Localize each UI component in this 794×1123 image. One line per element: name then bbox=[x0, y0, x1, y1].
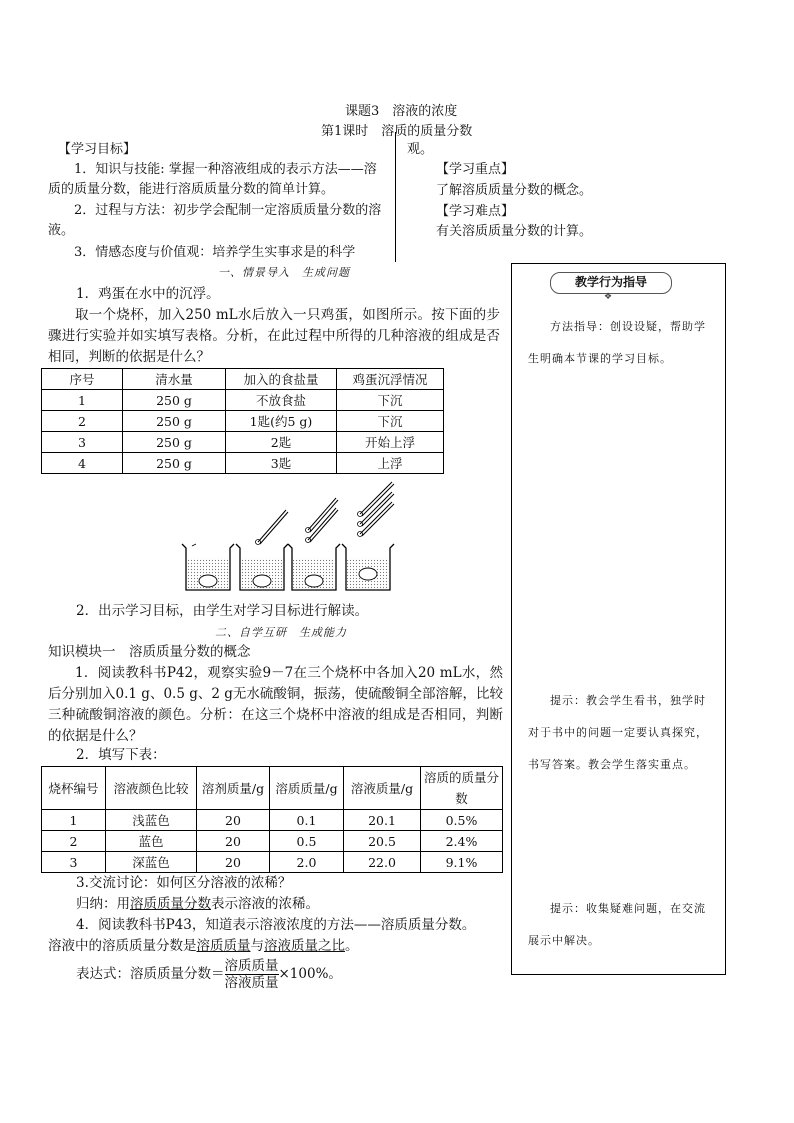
table-cell: 1 bbox=[42, 390, 123, 411]
table1-header: 清水量 bbox=[123, 369, 226, 390]
table2-header: 溶液颜色比较 bbox=[106, 767, 197, 810]
table-cell: 20 bbox=[197, 810, 270, 831]
table1-header: 序号 bbox=[42, 369, 123, 390]
section-1-desc: 取一个烧杯，加入250 mL水后放入一只鸡蛋，如图所示。按下面的步骤进行实验并如实填写表格。分析，在此过程中所得的几种溶液的组成是否相同，判断的依据是什么？ bbox=[48, 307, 500, 365]
beaker-1 bbox=[182, 544, 234, 590]
table-cell: 20.5 bbox=[344, 831, 421, 852]
key-points-text: 了解溶质质量分数的概念。 bbox=[436, 183, 593, 198]
difficulties-text: 有关溶质质量分数的计算。 bbox=[436, 224, 593, 239]
objective-1: 1．知识与技能: 掌握一种溶液组成的表示方法——溶质的质量分数，能进行溶质质量分数的简单计算。 bbox=[48, 162, 377, 197]
teaching-guide-badge: 教学行为指导 bbox=[550, 272, 672, 294]
table2-header: 烧杯编号 bbox=[42, 767, 106, 810]
section-2-item-3: 3.交流讨论：如何区分溶液的浓稀？ bbox=[76, 875, 292, 891]
section-2-item-2: 2．填写下表： bbox=[76, 747, 166, 763]
table-cell: 250 g bbox=[123, 432, 226, 453]
table2-header: 溶剂质量/g bbox=[197, 767, 270, 810]
table-row bbox=[42, 810, 503, 831]
objective-3: 3．情感态度与价值观：培养学生实事求是的科学 bbox=[74, 245, 356, 260]
table-cell: 深蓝色 bbox=[106, 852, 197, 873]
table-cell: 20 bbox=[197, 831, 270, 852]
beaker-4 bbox=[342, 482, 394, 590]
table-cell: 浅蓝色 bbox=[106, 810, 197, 831]
table-cell: 1 bbox=[42, 810, 106, 831]
section-1-item-2: 2．出示学习目标，由学生对学习目标进行解读。 bbox=[76, 603, 369, 619]
definition-line bbox=[48, 936, 359, 957]
column-divider bbox=[395, 132, 396, 262]
table-cell: 下沉 bbox=[337, 411, 444, 432]
definition-mid: 与 bbox=[250, 938, 264, 954]
definition-answer-3: 之比 bbox=[318, 938, 345, 954]
table-cell: 3 bbox=[42, 852, 106, 873]
section-2-item-1: 1．阅读教科书P42，观察实验9－7在三个烧杯中各加入20 mL水，然后分别加入0.1 g、0.5 g、2 g无水硫酸铜，振荡，使硫酸铜全部溶解，比较三种硫酸铜溶液的颜色。分析：在这三个烧杯中溶液的组成是否相同，判断的依据是什么？ bbox=[48, 665, 503, 744]
induction-prefix: 归纳：用 bbox=[76, 896, 130, 912]
formula-denominator: 溶液质量 bbox=[224, 975, 279, 991]
table-cell: 0.5% bbox=[421, 810, 503, 831]
objectives-heading: 【学习目标】 bbox=[58, 142, 137, 157]
table-row bbox=[42, 411, 444, 432]
beaker-illustration bbox=[178, 478, 413, 598]
definition-end: 。 bbox=[345, 938, 359, 954]
table-cell: 2 bbox=[42, 411, 123, 432]
table-row bbox=[42, 453, 444, 474]
table-cell: 250 g bbox=[123, 411, 226, 432]
difficulties-heading: 【学习难点】 bbox=[436, 204, 515, 219]
table-cell: 20.1 bbox=[344, 810, 421, 831]
table-cell: 250 g bbox=[123, 390, 226, 411]
guide-tip-2: 提示：教会学生看书，独学时对于书中的问题一定要认真探究，书写答案。教会学生落实重点。 bbox=[528, 694, 708, 771]
table-row bbox=[42, 390, 444, 411]
table1-header: 加入的食盐量 bbox=[226, 369, 337, 390]
table2-header: 溶液质量/g bbox=[344, 767, 421, 810]
table-cell: 4 bbox=[42, 453, 123, 474]
table-row bbox=[42, 432, 444, 453]
induction-answer: 溶质质量分数 bbox=[130, 896, 211, 912]
table-cell: 2.0 bbox=[270, 852, 344, 873]
beaker-2 bbox=[236, 510, 288, 590]
table-cell: 3 bbox=[42, 432, 123, 453]
table-cell: 20 bbox=[197, 852, 270, 873]
beaker-3 bbox=[288, 498, 340, 590]
formula-fraction bbox=[225, 958, 279, 991]
table-cell: 2.4% bbox=[421, 831, 503, 852]
table2-header: 溶质的质量分数 bbox=[421, 767, 503, 810]
table-cell: 250 g bbox=[123, 453, 226, 474]
section-2-item-4: 4．阅读教科书P43，知道表示溶液浓度的方法——溶质质量分数。 bbox=[76, 917, 476, 933]
induction-suffix: 表示溶液的浓稀。 bbox=[211, 896, 319, 912]
table1-header: 鸡蛋沉浮情况 bbox=[337, 369, 444, 390]
egg-experiment-table bbox=[41, 368, 444, 474]
table-cell: 2匙 bbox=[226, 432, 337, 453]
table-cell: 开始上浮 bbox=[337, 432, 444, 453]
section-2-title: 二、自学互研 生成能力 bbox=[215, 626, 347, 639]
section-1-item-1: 1．鸡蛋在水中的沉浮。 bbox=[76, 286, 220, 302]
table-cell: 9.1% bbox=[421, 852, 503, 873]
table-row bbox=[42, 831, 503, 852]
table-cell: 1匙(约5 g) bbox=[226, 411, 337, 432]
definition-prefix: 溶液中的溶质质量分数是 bbox=[48, 938, 197, 954]
table-cell: 0.5 bbox=[270, 831, 344, 852]
induction-line bbox=[76, 894, 319, 915]
formula-line bbox=[76, 958, 342, 991]
table2-header: 溶质质量/g bbox=[270, 767, 344, 810]
table-cell: 不放食盐 bbox=[226, 390, 337, 411]
definition-answer-2: 溶液质量 bbox=[264, 938, 318, 954]
table-cell: 蓝色 bbox=[106, 831, 197, 852]
objective-2: 2．过程与方法：初步学会配制一定溶质质量分数的溶液。 bbox=[48, 203, 382, 238]
ornament-icon: ❖ bbox=[604, 292, 613, 302]
formula-prefix: 表达式：溶质质量分数＝ bbox=[76, 966, 225, 982]
lesson-subtitle: 第1课时 溶质的质量分数 bbox=[321, 124, 473, 139]
knowledge-module-1: 知识模块一 溶质质量分数的概念 bbox=[48, 644, 251, 660]
table-cell: 0.1 bbox=[270, 810, 344, 831]
guide-tip-3: 提示：收集疑难问题，在交流展示中解决。 bbox=[528, 902, 706, 947]
table-cell: 上浮 bbox=[337, 453, 444, 474]
table-cell: 下沉 bbox=[337, 390, 444, 411]
formula-suffix: ×100%。 bbox=[278, 966, 342, 982]
table-cell: 2 bbox=[42, 831, 106, 852]
definition-answer-1: 溶质质量 bbox=[196, 938, 251, 954]
lesson-title: 课题3 溶液的浓度 bbox=[345, 104, 458, 119]
table-row bbox=[42, 852, 503, 873]
table-cell: 22.0 bbox=[344, 852, 421, 873]
guide-tip-1: 方法指导：创设设疑，帮助学生明确本节课的学习目标。 bbox=[528, 320, 706, 365]
formula-numerator: 溶质质量 bbox=[224, 958, 279, 974]
section-1-title: 一、情景导入 生成问题 bbox=[218, 266, 350, 279]
objective-3-continuation: 观。 bbox=[407, 142, 434, 157]
table-cell: 3匙 bbox=[226, 453, 337, 474]
key-points-heading: 【学习重点】 bbox=[436, 162, 515, 177]
copper-sulfate-table bbox=[41, 766, 503, 873]
